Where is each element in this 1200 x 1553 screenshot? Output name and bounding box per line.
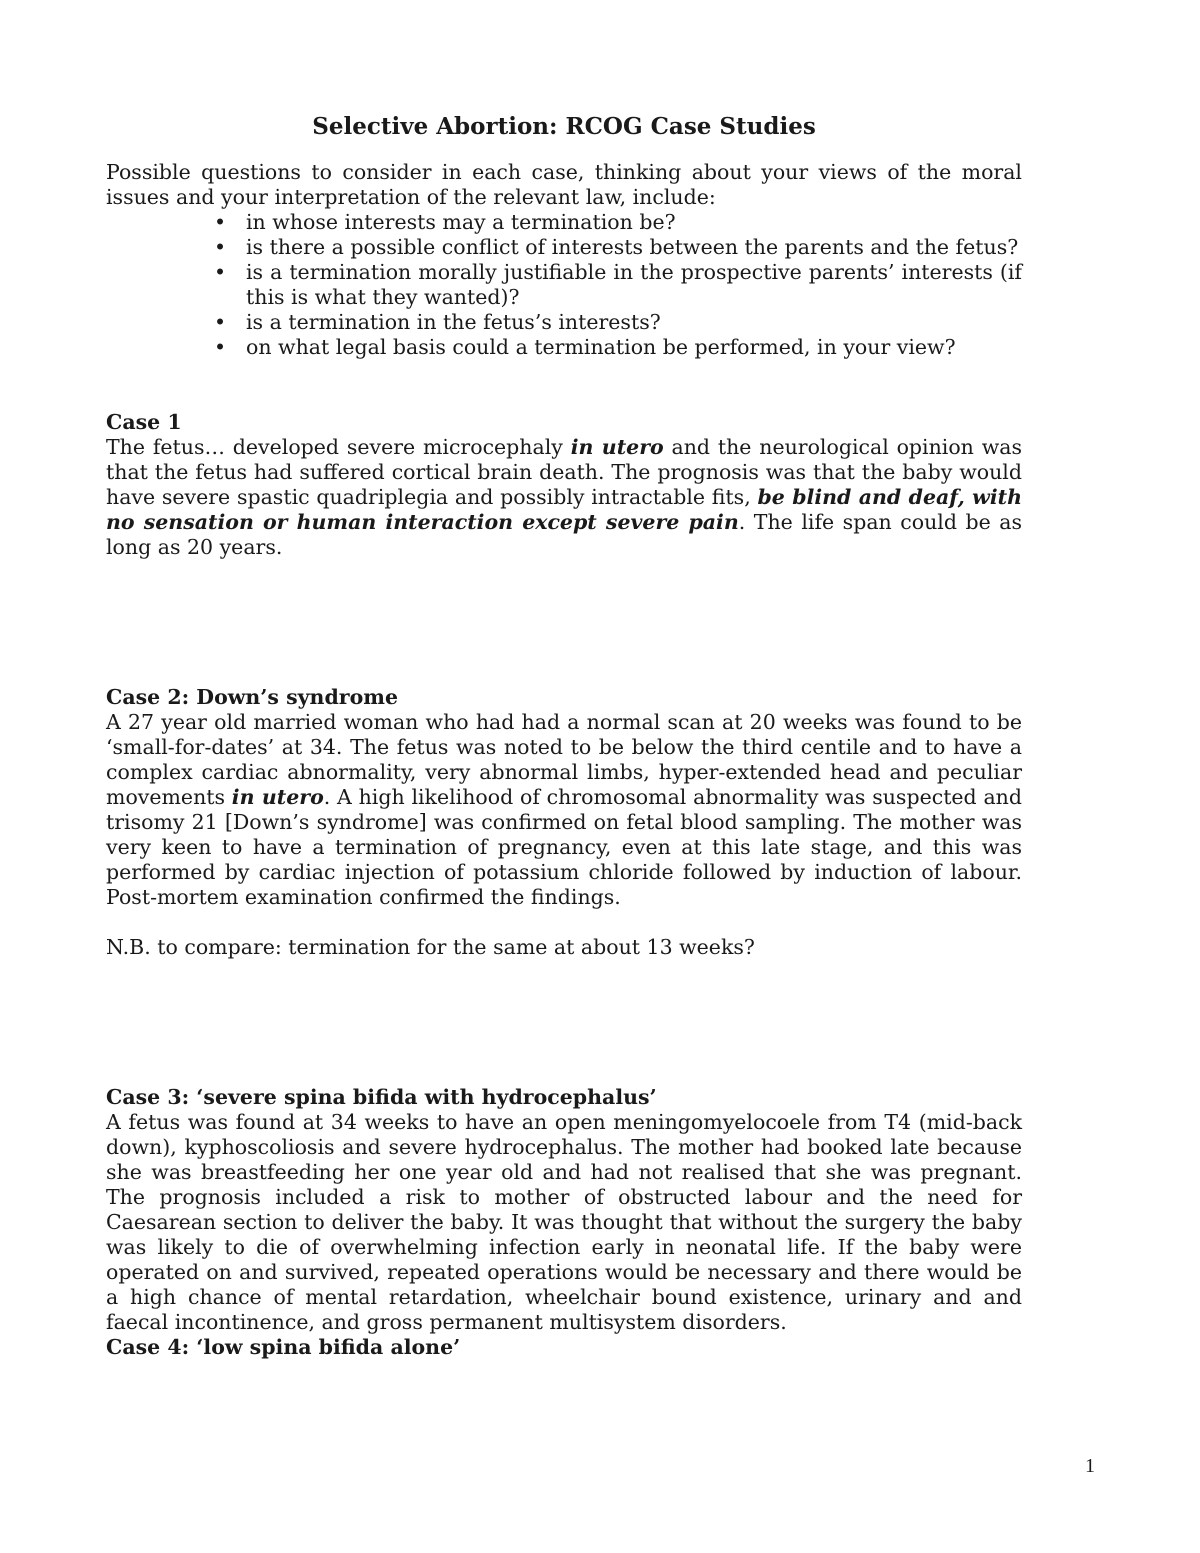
case-4-heading: Case 4: ‘low spina bifida alone’ [106, 1335, 461, 1359]
list-item: • on what legal basis could a termination be performed, in your view? [246, 335, 1022, 360]
case-2-text: . A high likelihood of chromosomal abnormality was suspected and trisomy 21 [Down’s syndrome] was confirmed on fetal blood sampling. The mother was very keen to have a termination of pregnancy, even at this late stage, and this was performed by cardiac injection of potassium chloride followed by induction of labour. Post-mortem examination confirmed the findings. [106, 785, 1022, 909]
list-item: • is a termination in the fetus’s interests? [246, 310, 1022, 335]
questions-list [106, 210, 1022, 360]
list-item: • in whose interests may a termination be? [246, 210, 1022, 235]
case-2-body [106, 710, 1022, 910]
document-title: Selective Abortion: RCOG Case Studies [312, 113, 816, 140]
case-1-section [106, 410, 1022, 560]
case-2-heading: Case 2: Down’s syndrome [106, 685, 399, 709]
case-1-emphasis: be blind and deaf, with no sensation or human interaction except severe pain [106, 485, 1022, 534]
case-3-section [106, 1085, 1022, 1335]
case-1-heading: Case 1 [106, 410, 182, 434]
case-2-text: A 27 year old married woman who had had a normal scan at 20 weeks was found to be ‘small-for-dates’ at 34. The fetus was noted to be below the third centile and to have a complex cardiac abnormality, very abnormal limbs, hyper-extended head and peculiar movements [106, 710, 1022, 809]
case-1-text: and the neurological opinion was that the fetus had suffered cortical brain death. The prognosis was that the baby would have severe spastic quadriplegia and possibly intractable fits, [106, 435, 1022, 509]
intro-paragraph: Possible questions to consider in each case, thinking about your views of the moral issues and your interpretation of the relevant law, include: [106, 160, 1022, 209]
case-3-heading: Case 3: ‘severe spina bifida with hydrocephalus’ [106, 1085, 657, 1109]
case-1-text: The fetus… developed severe microcephaly [106, 435, 571, 459]
case-4-section [106, 1335, 1022, 1360]
list-item: • is there a possible conflict of interests between the parents and the fetus? [246, 235, 1022, 260]
page-number: 1 [1085, 1455, 1095, 1477]
list-item: • is a termination morally justifiable in the prospective parents’ interests (if this is what they wanted)? [246, 260, 1022, 310]
case-2-section [106, 685, 1022, 960]
spacer [106, 910, 1022, 935]
case-2-note: N.B. to compare: termination for the same at about 13 weeks? [106, 935, 755, 959]
case-3-body: A fetus was found at 34 weeks to have an open meningomyelocoele from T4 (mid-back down), kyphoscoliosis and severe hydrocephalus. The mother had booked late because she was breastfeeding her one year old and had not realised that she was pregnant. The prognosis included a risk to mother of obstructed labour and the need for Caesarean section to deliver the baby. It was thought that without the surgery the baby was likely to die of overwhelming infection early in neonatal life. If the baby were operated on and survived, repeated operations would be necessary and there would be a high chance of mental retardation, wheelchair bound existence, urinary and and faecal incontinence, and gross permanent multisystem disorders. [106, 1110, 1022, 1334]
case-1-body [106, 435, 1022, 560]
document-page [106, 100, 1022, 1360]
case-1-text: . The life span could be as long as 20 years. [106, 510, 1023, 559]
case-1-emphasis: in utero [570, 435, 664, 459]
case-2-emphasis: in utero [231, 785, 324, 809]
